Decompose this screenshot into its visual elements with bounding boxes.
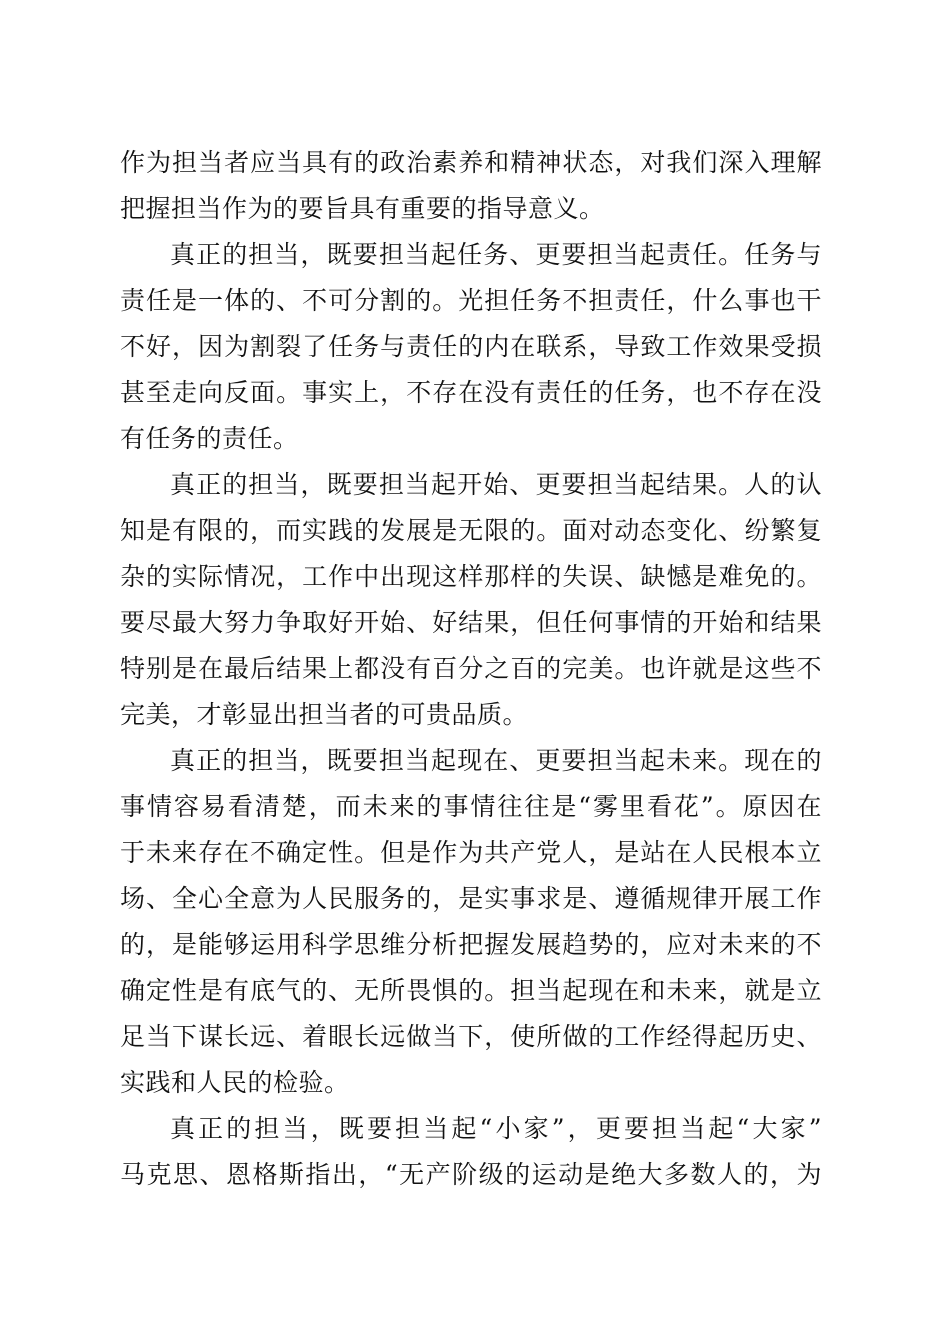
text-line: 要尽最大努力争取好开始、好结果，但任何事情的开始和结果 [120,608,822,637]
text-line: 马克思、恩格斯指出，“无产阶级的运动是绝大多数人的，为 [120,1160,822,1189]
text-line: 确定性是有底气的、无所畏惧的。担当起现在和未来，就是立 [120,976,822,1005]
text-line: 有任务的责任。 [120,424,299,453]
text-line: 的，是能够运用科学思维分析把握发展趋势的，应对未来的不 [120,930,822,959]
text-line: 事情容易看清楚，而未来的事情往往是“雾里看花”。原因在 [120,792,822,821]
text-line: 甚至走向反面。事实上，不存在没有责任的任务，也不存在没 [120,378,822,407]
text-line: 实践和人民的检验。 [120,1068,350,1097]
text-line: 知是有限的，而实践的发展是无限的。面对动态变化、纷繁复 [120,516,822,545]
text-line: 责任是一体的、不可分割的。光担任务不担责任，什么事也干 [120,286,822,315]
text-line: 真正的担当，既要担当起任务、更要担当起责任。任务与 [170,240,822,269]
text-line: 于未来存在不确定性。但是作为共产党人，是站在人民根本立 [120,838,822,867]
text-line: 真正的担当，既要担当起现在、更要担当起未来。现在的 [170,746,822,775]
text-line: 把握担当作为的要旨具有重要的指导意义。 [120,194,605,223]
text-line: 完美，才彰显出担当者的可贵品质。 [120,700,529,729]
text-line: 足当下谋长远、着眼长远做当下，使所做的工作经得起历史、 [120,1022,822,1051]
text-line: 特别是在最后结果上都没有百分之百的完美。也许就是这些不 [120,654,822,683]
text-line: 不好，因为割裂了任务与责任的内在联系，导致工作效果受损 [120,332,822,361]
text-line: 杂的实际情况，工作中出现这样那样的失误、缺憾是难免的。 [120,562,822,591]
text-line: 真正的担当，既要担当起“小家”，更要担当起“大家” [170,1114,822,1143]
text-line: 真正的担当，既要担当起开始、更要担当起结果。人的认 [170,470,822,499]
text-line: 场、全心全意为人民服务的，是实事求是、遵循规律开展工作 [120,884,822,913]
text-line: 作为担当者应当具有的政治素养和精神状态，对我们深入理解 [120,148,822,177]
